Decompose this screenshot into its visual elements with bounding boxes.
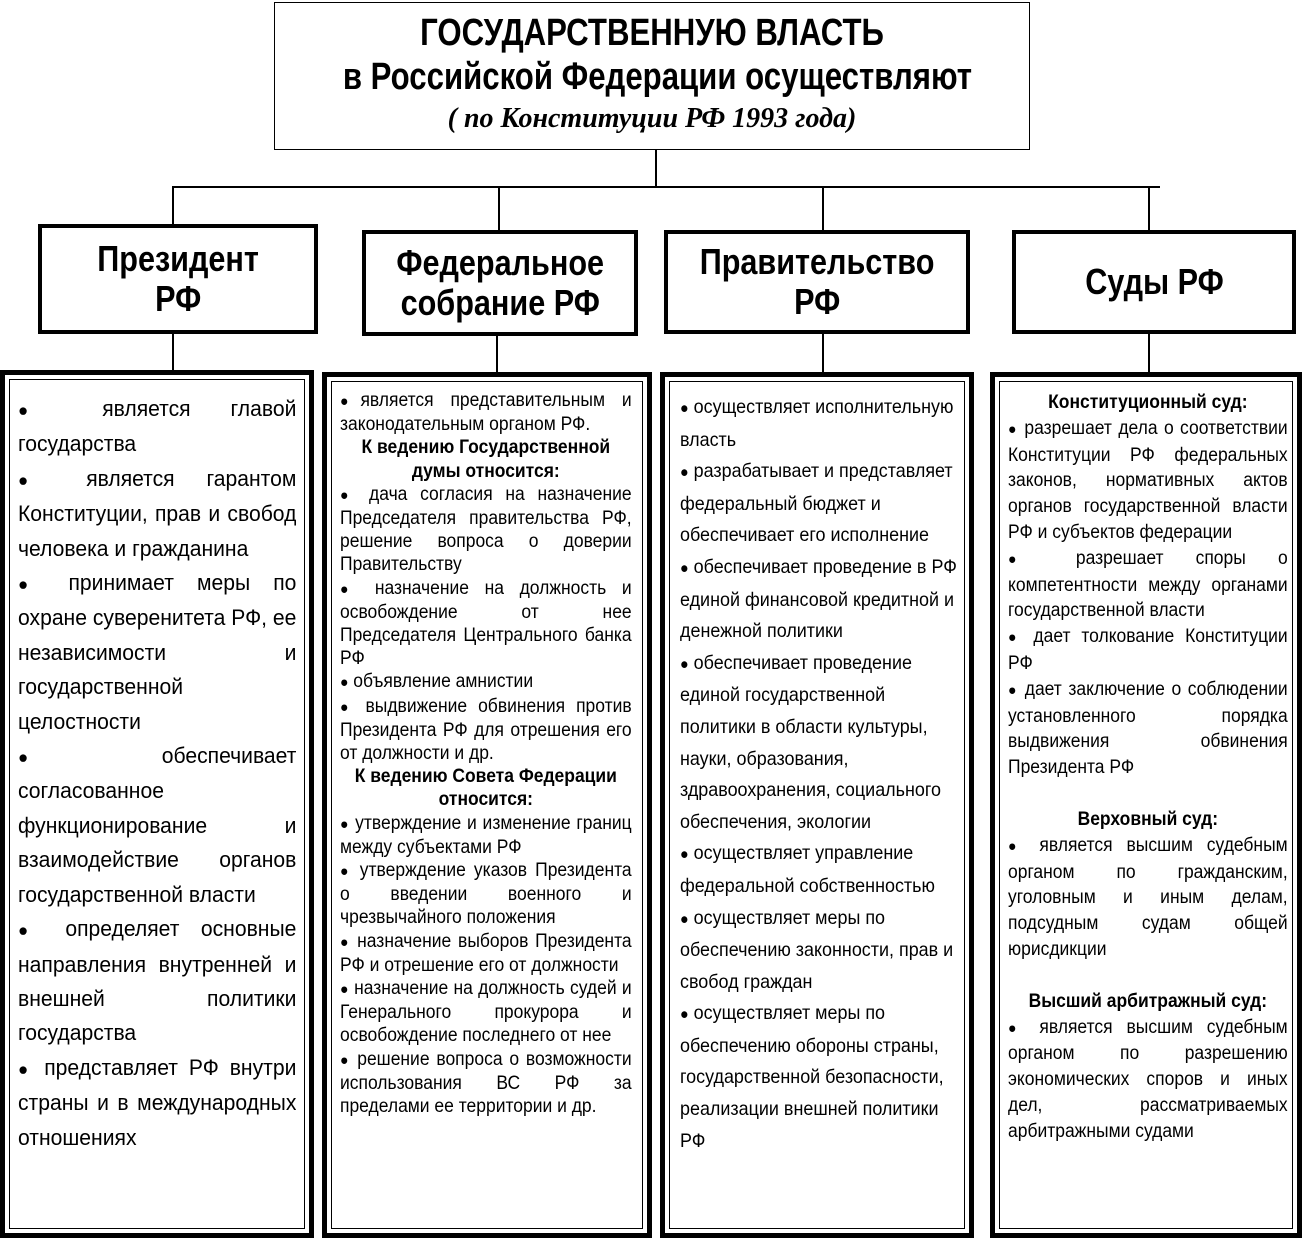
branch-government bbox=[664, 230, 970, 334]
list-item: ● осуществляет меры по обеспечению законности, прав и свобод граждан bbox=[680, 906, 954, 993]
constitutional-court-heading: Конституционный суд: bbox=[1048, 392, 1248, 413]
branch-government-line2: РФ bbox=[793, 281, 841, 322]
list-item: ● осуществляет исполнительную власть bbox=[680, 396, 954, 451]
branch-courts-line1: Суды РФ bbox=[1084, 261, 1224, 302]
government-content bbox=[680, 392, 962, 1157]
list-item: ● обеспечивает проведение единой государственной политики в области культуры, науки, образования, здравоохранения, социального обеспечения, экологии bbox=[680, 651, 942, 833]
list-item: ● является главой государства bbox=[18, 396, 296, 457]
list-item: ● утверждение и изменение границ между субъектами РФ bbox=[340, 812, 632, 858]
list-item: ● назначение выборов Президента РФ и отрешение его от должности bbox=[340, 930, 632, 976]
branch-assembly bbox=[362, 230, 638, 336]
connector-government-panel bbox=[822, 332, 824, 374]
branch-government-line1: Правительство bbox=[699, 241, 935, 282]
header-subtitle: в Российской Федерации осуществляют bbox=[342, 56, 973, 98]
courts-content bbox=[1008, 390, 1288, 1145]
header-title: ГОСУДАРСТВЕННУЮ ВЛАСТЬ bbox=[420, 12, 884, 54]
list-item: ● разрешает дела о соответствии Конституции РФ федеральных законов, нормативных актов органов государственной власти РФ и субъектов федерации bbox=[1008, 417, 1288, 543]
arbitration-court-heading: Высший арбитражный суд: bbox=[1028, 990, 1268, 1012]
list-item: ● решение вопроса о возможности использования ВС РФ за пределами ее территории и др. bbox=[340, 1048, 632, 1118]
council-heading: К ведению Совета Федерации относится: bbox=[354, 766, 617, 811]
list-item: ● осуществляет меры по обеспечению обороны страны, государственной безопасности, реализации внешней политики РФ bbox=[680, 1002, 944, 1152]
branch-courts bbox=[1012, 230, 1296, 334]
duma-heading: К ведению Государственной думы относится: bbox=[361, 437, 611, 482]
branch-assembly-line2: собрание РФ bbox=[400, 282, 600, 323]
list-item: ● дает толкование Конституции РФ bbox=[1008, 626, 1288, 674]
connector-courts bbox=[1148, 186, 1150, 230]
list-item: ● разрабатывает и представляет федеральный бюджет и обеспечивает его исполнение bbox=[680, 460, 953, 547]
list-item: ● выдвижение обвинения против Президента РФ для отрешения его от должности и др. bbox=[340, 695, 632, 765]
connector-government bbox=[822, 186, 824, 232]
list-item: ● является высшим судебным органом по разрешению экономических споров и иных дел, рассматриваемых арбитражными судами bbox=[1008, 1016, 1288, 1142]
connector-horizontal bbox=[172, 186, 1160, 188]
list-item: ● разрешает споры о компетентности между органами государственной власти bbox=[1008, 547, 1288, 622]
branch-president-line1: Президент bbox=[97, 238, 259, 279]
list-item: ● объявление амнистии bbox=[340, 671, 534, 693]
list-item: ● назначение на должность судей и Генерального прокурора и освобождение последнего от нее bbox=[340, 978, 632, 1047]
list-item: ● является высшим судебным органом по гражданским, уголовным и иным делам, подсудным судам общей юрисдикции bbox=[1008, 834, 1288, 960]
branch-president bbox=[38, 224, 318, 334]
supreme-court-heading: Верховный суд: bbox=[1077, 808, 1219, 830]
list-item: ● назначение на должность и освобождение от нее Председателя Центрального банка РФ bbox=[340, 577, 632, 670]
branch-president-line2: РФ bbox=[154, 278, 202, 319]
list-item: ● определяет основные направления внутренней и внешней политики государства bbox=[18, 916, 296, 1046]
header-box bbox=[274, 2, 1030, 150]
list-item: ● обеспечивает проведение в РФ единой финансовой кредитной и денежной политики bbox=[680, 555, 957, 643]
president-content bbox=[18, 392, 296, 1155]
list-item: ● является гарантом Конституции, прав и свобод человека и гражданина bbox=[18, 465, 296, 561]
connector-courts-panel bbox=[1148, 332, 1150, 374]
list-item: ●является представительным и законодательным органом РФ. bbox=[340, 390, 632, 436]
list-item: ● представляет РФ внутри страны и в международных отношениях bbox=[18, 1054, 296, 1150]
connector-president bbox=[172, 186, 174, 226]
list-item: ● принимает меры по охране суверенитета РФ, ее независимости и государственной целостности bbox=[18, 570, 296, 734]
connector-header-down bbox=[655, 150, 657, 187]
list-item: ● утверждение указов Президента о введении военного и чрезвычайного положения bbox=[340, 860, 632, 929]
list-item: ● дает заключение о соблюдении установленного порядка выдвижения обвинения Президента РФ bbox=[1008, 678, 1288, 779]
list-item: ● обеспечивает согласованное функционирование и взаимодействие органов государственной власти bbox=[18, 743, 296, 907]
connector-assembly-panel bbox=[496, 334, 498, 374]
connector-assembly bbox=[498, 186, 500, 232]
list-item: ● дача согласия на назначение Председателя правительства РФ, решение вопроса о доверии Правительству bbox=[340, 483, 632, 576]
list-item: ● осуществляет управление федеральной собственностью bbox=[680, 842, 935, 897]
assembly-content bbox=[340, 389, 632, 1118]
header-note: ( по Конституции РФ 1993 года) bbox=[447, 103, 857, 134]
connector-president-panel bbox=[172, 332, 174, 372]
branch-assembly-line1: Федеральное bbox=[396, 242, 604, 283]
